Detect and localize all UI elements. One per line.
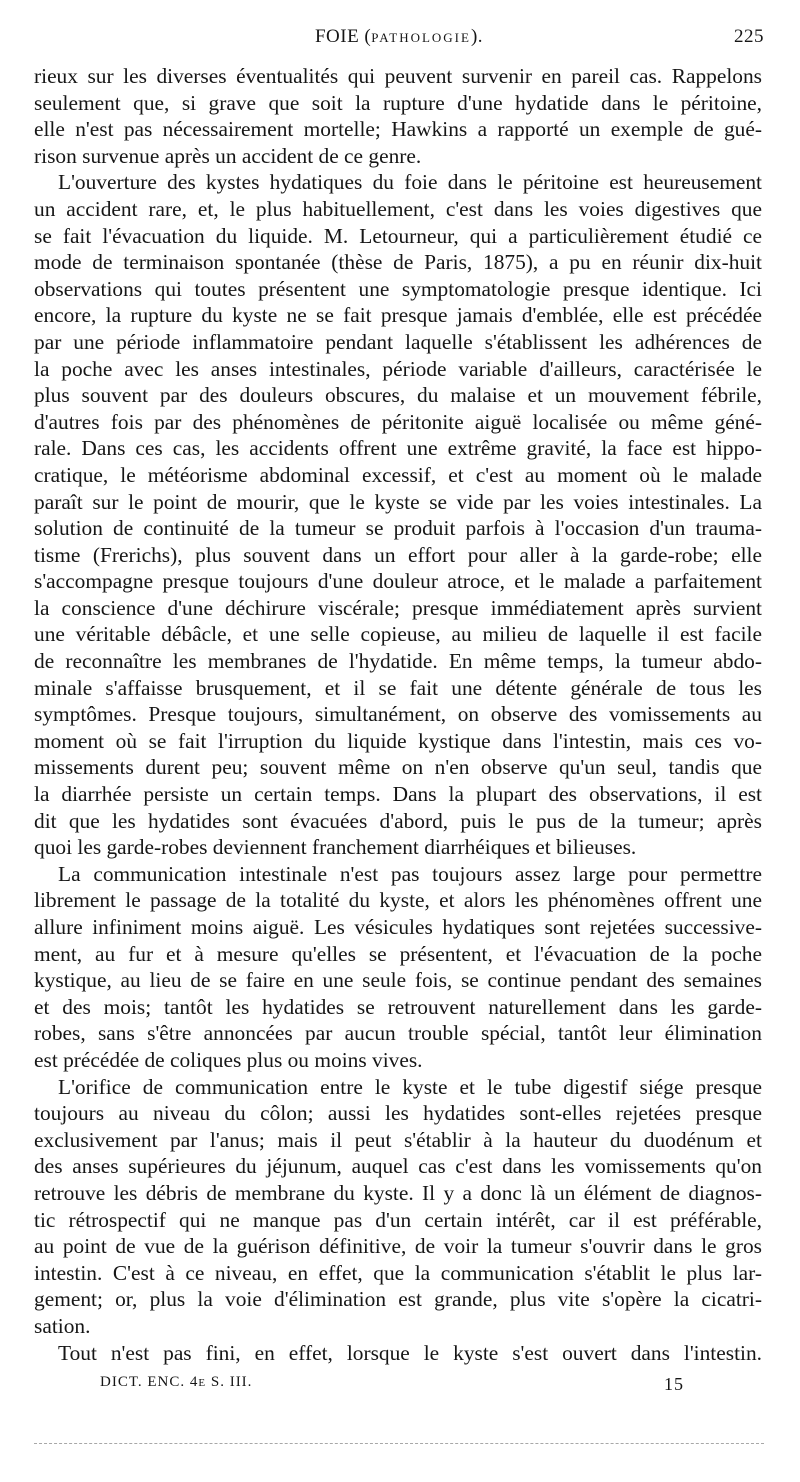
text-line: rieux sur les diverses éventualités qui peuvent survenir en pareil cas. Rappelons xyxy=(34,64,762,88)
text-line: s'accompagne presque toujours d'une douleur atroce, et le malade a parfaitement xyxy=(34,569,762,594)
text-line: allure infiniment moins aiguë. Les vésicules hydatiques sont rejetées successive- xyxy=(34,915,762,939)
printer-signature: DICT. ENC. 4e S. III. xyxy=(100,1374,253,1390)
text-line: retrouve les débris de membrane du kyste. Il y a donc là un élément de diagnos- xyxy=(34,1180,762,1205)
sheet-number: 15 xyxy=(664,1374,684,1394)
text-line: sation. xyxy=(34,1313,91,1338)
text-line: la conscience d'une déchirure viscérale; presque immédiatement après survient xyxy=(34,595,762,620)
text-line: intestin. C'est à ce niveau, en effet, que la communication s'établit le plus lar- xyxy=(34,1260,762,1285)
text-line: au point de vue de la guérison définitive, de voir la tumeur s'ouvrir dans le gros xyxy=(34,1234,762,1259)
running-title-end: ). xyxy=(470,26,484,47)
text-line: encore, la rupture du kyste ne se fait presque jamais d'emblée, elle est précédée xyxy=(34,303,762,328)
text-line: robes, sans s'être annoncées par aucun trouble spécial, tantôt leur élimination xyxy=(34,1021,762,1046)
running-title xyxy=(34,26,764,48)
page-footer xyxy=(100,1374,684,1398)
running-title-subtitle: PATHOLOGIE xyxy=(371,30,471,45)
text-line: symptômes. Presque toujours, simultanément, on observe des vomissements au xyxy=(34,702,762,727)
text-line: kystique, au lieu de se faire en une seule fois, se continue pendant des semaines xyxy=(34,968,762,993)
text-line: dit que les hydatides sont évacuées d'abord, puis le pus de la tumeur; après xyxy=(34,808,762,833)
text-line: de reconnaître les membranes de l'hydatide. En même temps, la tumeur abdo- xyxy=(34,649,762,674)
text-line: solution de continuité de la tumeur se produit parfois à l'occasion d'un trauma- xyxy=(34,516,762,541)
text-line: un accident rare, et, le plus habituellement, c'est dans les voies digestives que xyxy=(34,196,762,221)
text-line: observations qui toutes présentent une symptomatologie presque identique. Ici xyxy=(34,276,762,301)
text-line: cratique, le météorisme abdominal excessif, et c'est au moment où le malade xyxy=(34,462,762,487)
text-line: et des mois; tantôt les hydatides se retrouvent naturellement dans les garde- xyxy=(34,994,762,1019)
text-line: tisme (Frerichs), plus souvent dans un effort pour aller à la garde-robe; elle xyxy=(34,542,762,567)
text-line: seulement que, si grave que soit la rupture d'une hydatide dans le péritoine, xyxy=(34,90,762,115)
text-line: librement le passage de la totalité du kyste, et alors les phénomènes offrent une xyxy=(34,888,762,913)
text-line: se fait l'évacuation du liquide. M. Letourneur, qui a particulièrement étudié ce xyxy=(34,223,762,248)
text-line: rison survenue après un accident de ce genre. xyxy=(34,143,422,168)
text-line: La communication intestinale n'est pas toujours assez large pour permettre xyxy=(58,861,762,886)
text-line: d'autres fois par des phénomènes de péritonite aiguë localisée ou même géné- xyxy=(34,409,762,434)
text-line: moment où se fait l'irruption du liquide kystique dans l'intestin, mais ces vo- xyxy=(34,728,762,753)
text-line: une véritable débâcle, et une selle copieuse, au milieu de laquelle il est facile xyxy=(34,622,762,647)
text-line: la poche avec les anses intestinales, période variable d'ailleurs, caractérisée le xyxy=(34,356,762,381)
page-number: 225 xyxy=(734,26,764,47)
text-line: plus souvent par des douleurs obscures, du malaise et un mouvement fébrile, xyxy=(34,383,762,408)
text-line: exclusivement par l'anus; mais il peut s'établir à la hauteur du duodénum et xyxy=(34,1127,762,1152)
text-line: quoi les garde-robes deviennent franchement diarrhéiques et bilieuses. xyxy=(34,835,637,860)
text-line: L'orifice de communication entre le kyste et le tube digestif siége presque xyxy=(58,1074,762,1099)
text-line: tic rétrospectif qui ne manque pas d'un certain intérêt, car il est préférable, xyxy=(34,1207,762,1232)
text-line: minale s'affaisse brusquement, et il se fait une détente générale de tous les xyxy=(34,675,762,700)
bottom-rule xyxy=(34,1443,764,1444)
text-line: rale. Dans ces cas, les accidents offrent une extrême gravité, la face est hippo- xyxy=(34,436,762,461)
text-line: gement; or, plus la voie d'élimination est grande, plus vite s'opère la cicatri- xyxy=(34,1287,762,1312)
text-line: la diarrhée persiste un certain temps. Dans la plupart des observations, il est xyxy=(34,782,762,807)
text-line: missements durent peu; souvent même on n'en observe qu'un seul, tandis que xyxy=(34,755,762,780)
text-line: par une période inflammatoire pendant laquelle s'établissent les adhérences de xyxy=(34,329,762,354)
text-line: des anses supérieures du jéjunum, auquel cas c'est dans les vomissements qu'on xyxy=(34,1154,762,1179)
text-line: mode de terminaison spontanée (thèse de Paris, 1875), a pu en réunir dix-huit xyxy=(34,250,762,275)
text-line: paraît sur le point de mourir, que le kyste se vide par les voies intestinales. La xyxy=(34,489,762,514)
running-header xyxy=(34,26,764,52)
text-line: toujours au niveau du côlon; aussi les hydatides sont-elles rejetées presque xyxy=(34,1101,762,1126)
text-body xyxy=(34,63,762,1366)
running-title-main: FOIE ( xyxy=(314,26,372,47)
text-line: elle n'est pas nécessairement mortelle; Hawkins a rapporté un exemple de gué- xyxy=(34,117,762,142)
text-line: est précédée de coliques plus ou moins vives. xyxy=(34,1047,423,1072)
text-line: L'ouverture des kystes hydatiques du foie dans le péritoine est heureusement xyxy=(58,170,762,195)
text-line: Tout n'est pas fini, en effet, lorsque le kyste s'est ouvert dans l'intestin. xyxy=(58,1340,762,1365)
text-line: ment, au fur et à mesure qu'elles se présentent, et l'évacuation de la poche xyxy=(34,941,762,966)
